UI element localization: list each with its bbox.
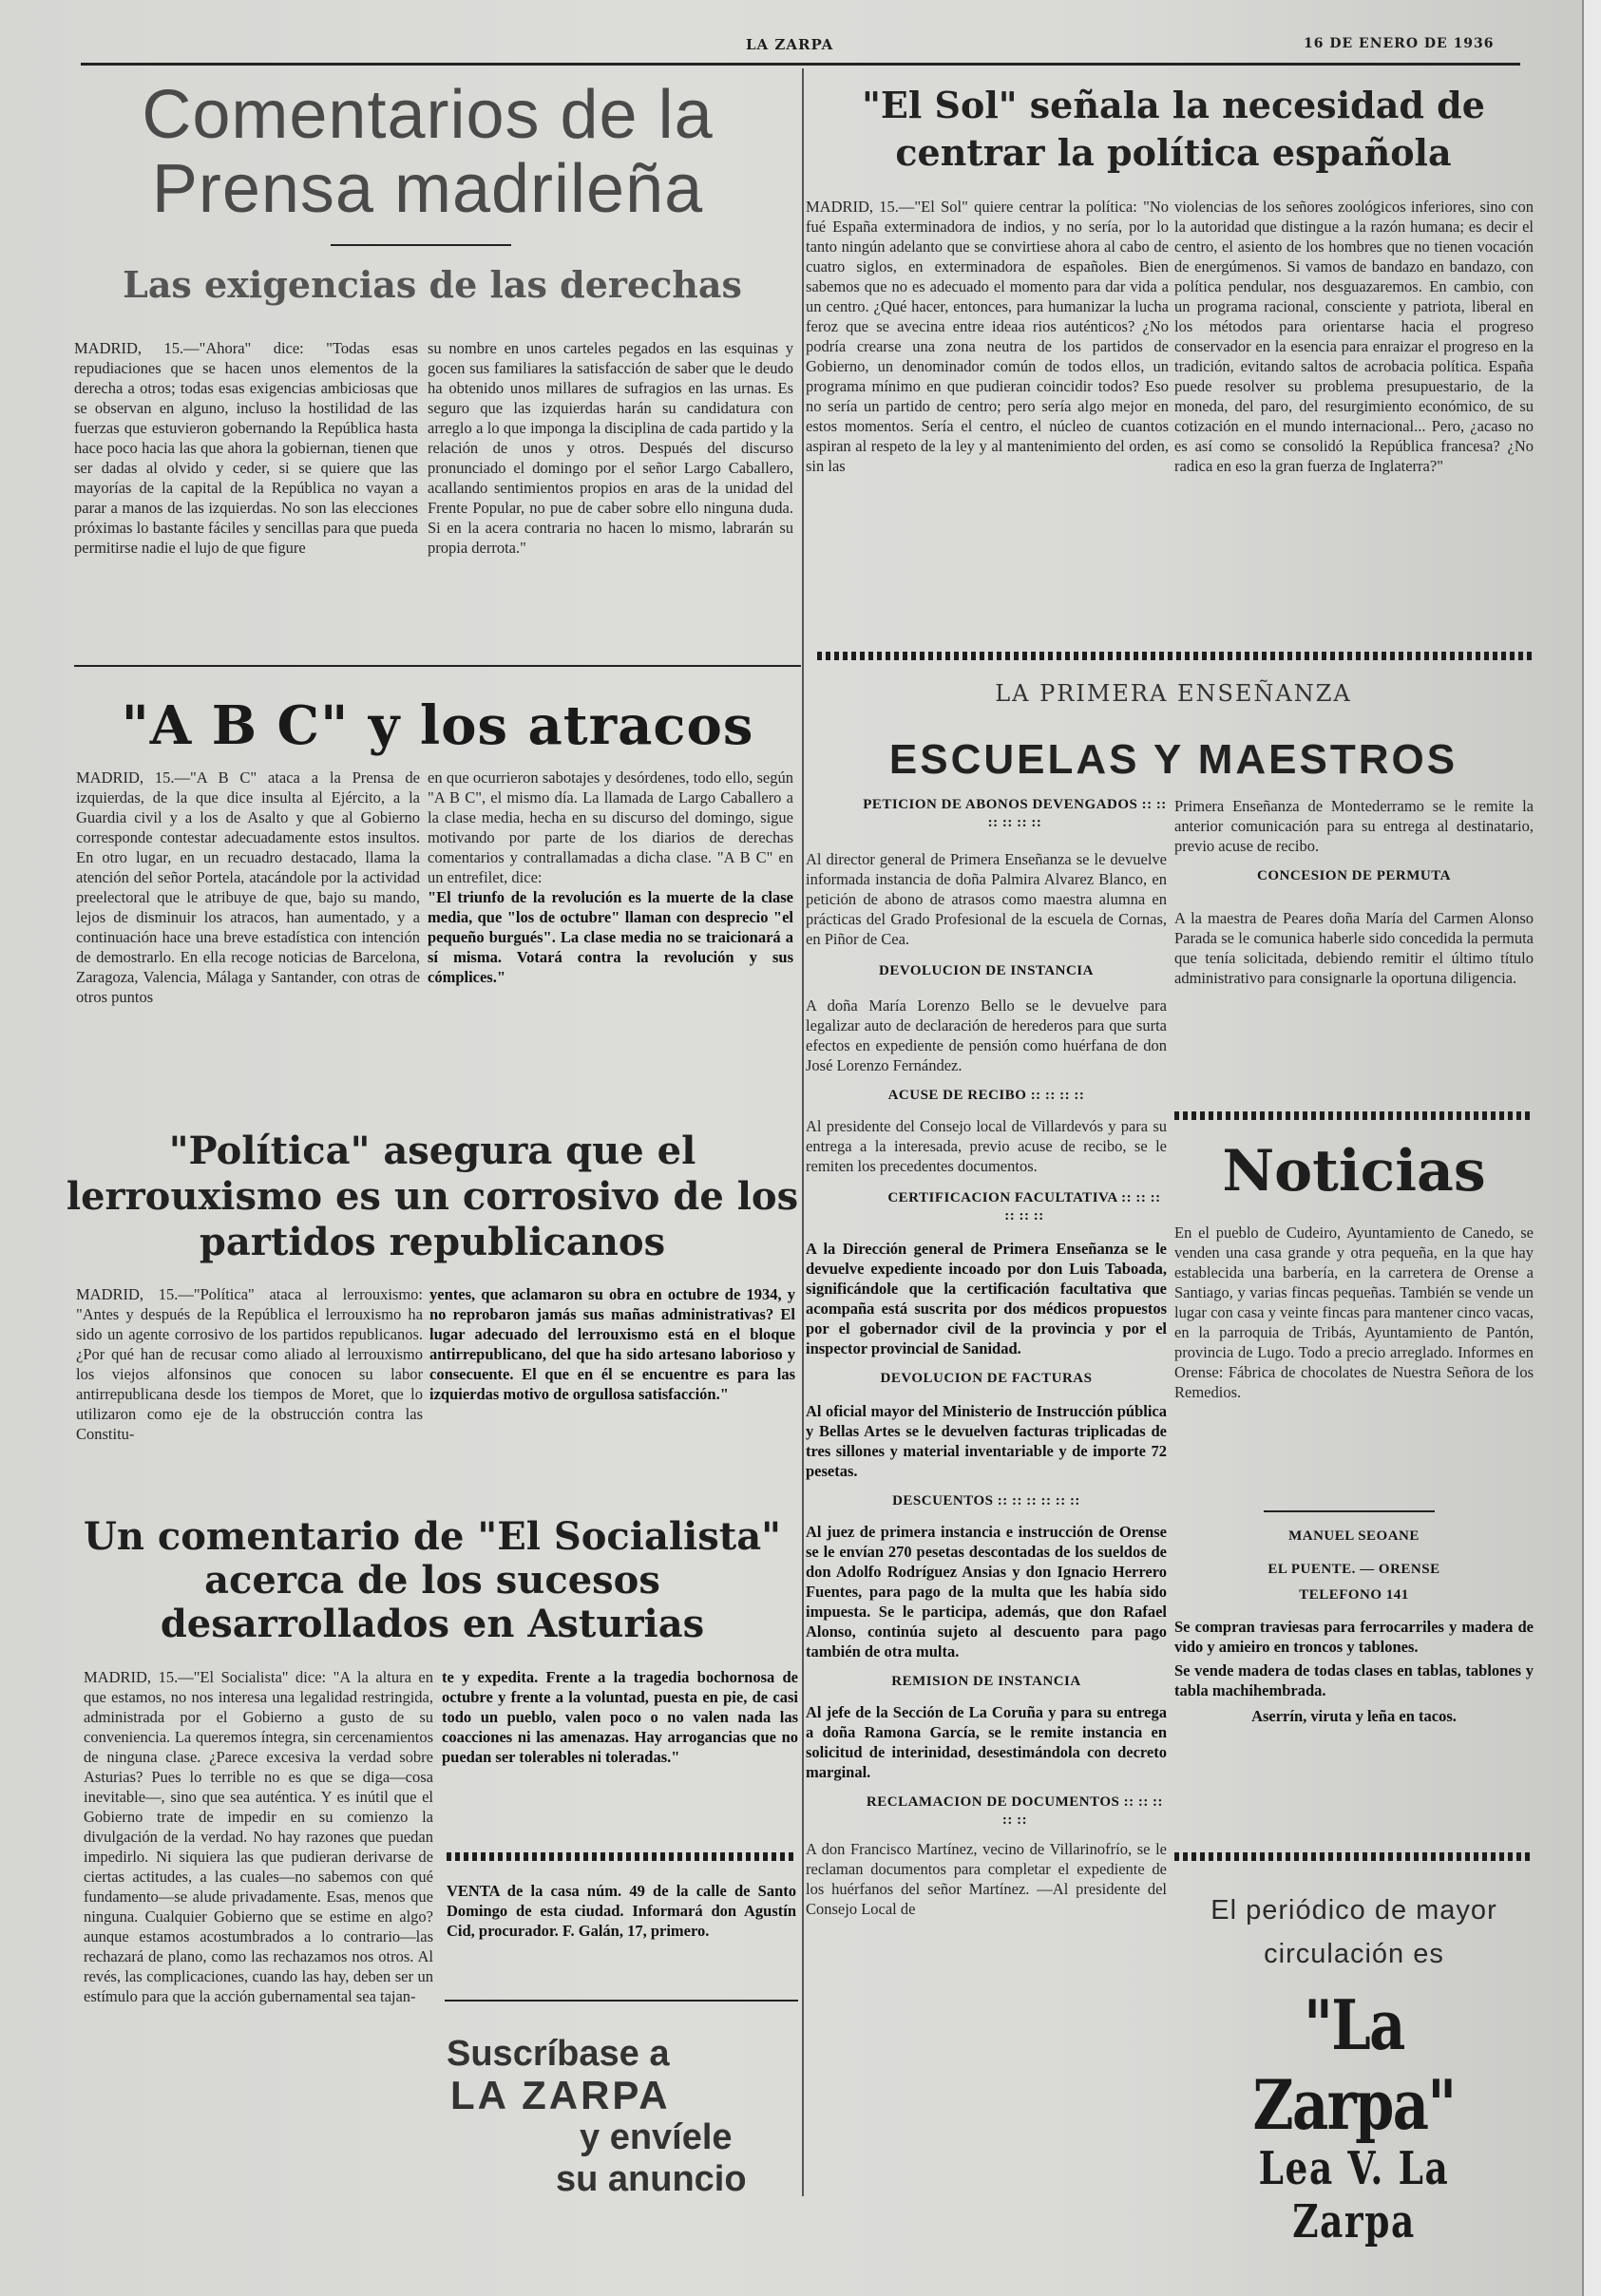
seoane-phone: TELEFONO 141 <box>1299 1587 1409 1603</box>
suscribase-line-4: su anuncio <box>556 2159 747 2199</box>
dotted-rule <box>1174 1111 1534 1120</box>
promo-block <box>1174 1888 1534 1976</box>
el-sol-column-2: violencias de los señores zoológicos inferiores, sino con la autoridad que distingue a la razón humana; es decir el centro, el asiento de los hombres que no tienen vocación de energúmenos. Si vamos de bandazo en bandazo, con política pendular, nos desguazaremos. En cambio, con un programa racional, consciente y patriota, liberal en los métodos para orientarse hacia el progreso conservador en la esencia para enraizar el progreso en la tradición, evitando saltos de acrobacia política. España puede resolver su problema presupuestario, de la moneda, del paro, del resurgimiento económico, de su cotización en el mundo internacional... Pero, ¿acaso no es así como se consolidó la República francesa? ¿No radica en eso la gran fuerza de Inglaterra?" <box>1174 198 1534 475</box>
abc-column-2-text: en que ocurrieron sabotajes y desórdenes, todo ello, según "A B C", el mismo día. La llamada de Largo Caballero a la clase media, hecha en su discurso del domingo, sigue motivando por parte de los diarios de derechas comentarios y contrallamadas a dicha clase. "A B C" en un entrefilet, dice: <box>428 768 793 886</box>
section-heading: RECLAMACION DE DOCUMENTOS :: :: :: :: :: <box>866 1794 1164 1828</box>
section-heading: REMISION DE INSTANCIA <box>891 1674 1081 1689</box>
section-text: A don Francisco Martínez, vecino de Villarinofrío, se le reclaman documentos para completar el expediente de los huérfanos del señor Martínez. —Al presidente del Consejo Local de <box>806 1840 1167 1918</box>
abc-column-2-quote: "El triunfo de la revolución es la muerte de la clase media, que "los de octubre" llaman con desprecio "el pequeño burgués". La clase media no se traicionará a sí misma. Votará contra la revolución y sus cómplices." <box>428 888 793 986</box>
header-date: 16 DE ENERO DE 1936 <box>1304 36 1495 51</box>
ensenanza-title: ESCUELAS Y MAESTROS <box>888 736 1458 783</box>
section-rule <box>445 2000 798 2002</box>
politica-column-2: yentes, que aclamaron su obra en octubre de 1934, y no reprobaron jamás sus mañas administrativas? El lugar adecuado del lerrouxismo está en el bloque antirrepublicano, del que ha sido artesano laborioso y consecuente. El que en él se encuentre es para las izquierdas motivo de orgullosa satisfacción." <box>429 1285 795 1403</box>
section-text: Al jefe de la Sección de La Coruña y para su entrega a doña Ramona García, se le remite instancia en solicitud de interinidad, desestimándola con decreto marginal. <box>806 1703 1167 1781</box>
suscribase-line-2: LA ZARPA <box>450 2073 671 2117</box>
section-heading: PETICION DE ABONOS DEVENGADOS :: :: :: :: :: :: <box>863 797 1167 830</box>
seoane-address: EL PUENTE. — ORENSE <box>1267 1562 1440 1577</box>
socialista-column-1: MADRID, 15.—"El Socialista" dice: "A la altura en que estamos, no nos interesa una legalidad restringida, administrada por el Gobierno a gusto de su conveniencia. La queremos íntegra, sin cercenamientos de ninguna clase. ¿Parece excesiva la verdad sobre Asturias? Pues lo terrible no es que se diga—cosa inevitable—, sino que sea auténtica. Y es inútil que el Gobierno trate de impedir en su comienzo la divulgación de la verdad. No hay razones que puedan impedirlo. Ni siquiera las que pudieran derivarse de ciertas actitudes, a las cuales—no sabemos con qué fundamento—se alude privadamente. Esas, menos que ninguna. Cualquier Gobierno que se estime en algo?aunque estamos acostumbrados a lo contrario—las rechazará de plano, como las rechazamos nos otros. Al revés, las complicaciones, cuando las hay, deben ser un estímulo para que la acción gubernamental sea tajan- <box>84 1668 433 2005</box>
comentarios-column-1: MADRID, 15.—"Ahora" dice: "Todas esas repudiaciones que se hacen unos elementos de la derecha a otros; todas esas exigencias ambiciosas que se observan en alguno, incluso la hostilidad de las fuerzas que estuvieron gobernando la República hasta hace poco hacia las que ahora la gobiernan, tienen que ser dadas al olvido y ceder, si se quiere que las mayorías de la capital de la República no vayan a parar a manos de las izquierdas. No son las elecciones próximas lo bastante fáciles y sencillas para que pueda permitirse nadie el lujo de que figure <box>74 339 418 557</box>
abc-title: "A B C" y los atracos <box>121 694 754 757</box>
section-heading: DEVOLUCION DE INSTANCIA <box>879 963 1094 978</box>
el-sol-column-1: MADRID, 15.—"El Sol" quiere centrar la política: "No fué España exterminadora de indios, y no sería, por lo tanto ningún adelanto que se convirtiese ahora al cabo de cuatro siglos, en exterminadora de españoles. Bien sabemos que no es adecuado el momento para dar vida a un centro. ¿Qué hacer, entonces, para humanizar la lucha feroz que se avecina entre ideaa rios auténticos? ¿No podría crearse una zona neutra de los partidos de Gobierno, un denominador común de todos ellos, un programa mínimo en que pudieran coincidir todos? Eso no sería un partido de centro; pero sería algo mejor en estos momentos. Sería el centro, el núcleo de cuantos aspiran al respeto de la ley y al mantenimiento del orden, sin las <box>806 198 1169 475</box>
section-heading: DESCUENTOS :: :: :: :: :: :: <box>892 1493 1080 1509</box>
section-text: Primera Enseñanza de Montederramo se le remite la anterior comunicación para su entrega al destinatario, previo acuse de recibo. <box>1174 797 1534 855</box>
section-text: Al oficial mayor del Ministerio de Instrucción pública y Bellas Artes se le devuelven facturas triplicadas de tres sillones y material inventariable y de importe 72 pesetas. <box>806 1402 1167 1480</box>
section-text: A doña María Lorenzo Bello se le devuelve para legalizar auto de declaración de herederos para que surta efectos en expediente de pensión como huérfana de don José Lorenzo Fernández. <box>806 996 1167 1074</box>
section-heading: DEVOLUCION DE FACTURAS <box>880 1371 1093 1386</box>
title-underline <box>331 244 511 246</box>
socialista-column-2: te y expedita. Frente a la tragedia bochornosa de octubre y frente a la voluntad, puesta en pie, de casi todo un pueblo, valen poco o no valen nada las coacciones ni las amenazas. Hay arrogancias que no puedan ser tolerables ni toleradas." <box>442 1668 798 1766</box>
comentarios-column-2: su nombre en unos carteles pegados en las esquinas y gocen sus familiares la satisfacción de saber que le deudo ha obtenido unos millares de sufragios en las urnas. Es seguro que las izquierdas harán su candidatura con arreglo a lo que imponga la disciplina de cada partido y la relación de unos y otros. Después del discurso pronunciado el domingo por el señor Largo Caballero, acallando sentimientos propios en aras de la unidad del Frente Popular, no pue de caber sobre ello ninguna duda. Si en la acera contraria no hacen lo mismo, labrarán su propia derrota." <box>428 339 793 557</box>
seoane-text-2: Se vende madera de todas clases en tablas, tablones y tabla machihembrada. <box>1174 1661 1534 1699</box>
abc-column-1: MADRID, 15.—"A B C" ataca a la Prensa de izquierdas, de la que dice insulta al Ejército, a la Guardia civil y a los de Asalto y que al Gobierno corresponde contestar adecuadamente estos insultos. En otro lugar, en un recuadro destacado, llama la atención del señor Portela, atacándole por la actividad preelectoral que le atribuye de que, bajo su mando, lejos de disminuir los atracos, han aumentado, y a continuación hace una breve estadística con intención de demostrarlo. En ella recoge noticias de Barcelona, Zaragoza, Valencia, Málaga y Santander, con otras de otros puntos <box>76 768 420 1006</box>
header-rule <box>81 63 1520 66</box>
socialista-title: Un comentario de "El Socialista" acerca de los sucesos desarrollados en Asturias <box>83 1514 782 1646</box>
ensenanza-column-2 <box>1174 796 1534 988</box>
dotted-rule <box>447 1852 796 1861</box>
promo-cta: Lea V. La Zarpa <box>1258 2142 1450 2249</box>
promo-brand: "La Zarpa" <box>1252 1984 1456 2145</box>
section-text: A la maestra de Peares doña María del Carmen Alonso Parada se le comunica haberle sido concedida la permuta que tenía solicitada, debiendo remitir el último título administrativo para consignarle la oportuna diligencia. <box>1174 909 1534 987</box>
dotted-rule <box>1174 1852 1534 1861</box>
noticias-title: Noticias <box>1222 1138 1486 1205</box>
promo-line-2: circulación es <box>1264 1939 1444 1969</box>
suscribase-ad <box>447 2033 798 2200</box>
seoane-text-3: Aserrín, viruta y leña en tacos. <box>1251 1707 1457 1725</box>
section-heading: ACUSE DE RECIBO :: :: :: :: <box>887 1088 1085 1103</box>
ensenanza-column-1 <box>806 796 1167 1919</box>
venta-notice: VENTA de la casa núm. 49 de la calle de Santo Domingo de esta ciudad. Informará don Agustín Cid, procurador. F. Galán, 17, primero. <box>447 1882 796 1940</box>
section-text: Al presidente del Consejo local de Villardevós y para su entrega a la interesada, previo acuse de recibo, se le remiten los precedentes documentos. <box>806 1117 1167 1175</box>
promo-line-1: El periódico de mayor <box>1210 1895 1497 1926</box>
section-text: Al juez de primera instancia e instrucción de Orense se le envían 270 pesetas descontadas de los sueldos de don Adolfo Rodríguez Ansias y don Ignacio Herrero Fuentes, para pago de la multa que les había sido impuesta. Se le participa, además, que don Rafael Alonso, continúa sujeto al descuento para pago también de otra multa. <box>806 1523 1167 1660</box>
seoane-name: MANUEL SEOANE <box>1288 1528 1420 1544</box>
section-heading: CERTIFICACION FACULTATIVA :: :: :: :: :: :: <box>887 1190 1161 1224</box>
section-text: A la Dirección general de Primera Enseñanza se le devuelve expediente incoado por don Luis Taboada, significándole que la certificación facultativa que acompaña está suscrita por dos médicos propuestos por el gobernador civil de la provincia y por el inspector provincial de Sanidad. <box>806 1240 1167 1357</box>
noticias-text: En el pueblo de Cudeiro, Ayuntamiento de Canedo, se venden una casa grande y otra pequeña, en la que hay establecida una barbería, en la carretera de Orense a Santiago, y varias fincas pequeñas. También se vende un lugar con casa y veinte fincas para mantener cinco vacas, en la parroquia de Tribás, Ayuntamiento de Pantón, provincia de Lugo. Todo a precio arreglado. Informes en Orense: Fábrica de chocolates de Nuestra Señora de los Remedios. <box>1174 1224 1534 1401</box>
el-sol-title: "El Sol" señala la necesidad de centrar la política española <box>862 84 1485 174</box>
header-paper-name: LA ZARPA <box>746 36 834 53</box>
ensenanza-kicker: LA PRIMERA ENSEÑANZA <box>995 680 1352 707</box>
politica-title: "Política" asegura que el lerrouxismo es un corrosivo de los partidos republicanos <box>66 1129 799 1264</box>
suscribase-line-1: Suscríbase a <box>447 2034 670 2074</box>
seoane-ad <box>1174 1617 1534 1726</box>
suscribase-line-3: y envíele <box>580 2117 733 2157</box>
section-text: Al director general de Primera Enseñanza se le devuelve informada instancia de doña Palmira Alvarez Blanco, en petición de abono de atrasos como maestra alumna en prácticas del Grado Profesional de la escuela de Cornas, en Piñor de Cea. <box>806 850 1167 948</box>
comentarios-title: Comentarios de la Prensa madrileña <box>142 77 714 227</box>
dotted-rule <box>817 652 1534 660</box>
section-heading: CONCESION DE PERMUTA <box>1257 868 1451 883</box>
politica-column-1: MADRID, 15.—"Política" ataca al lerrouxismo: "Antes y después de la República el lerrouxismo ha sido un agente corrosivo de los partidos republicanos. ¿Por qué han de recusar como aliado al lerrouxismo los viejos alfonsinos que conocen su labor antirrepublicana desde los tiempos de Moret, que lo utilizaron como eje de la obstrucción contra las Constitu- <box>76 1285 423 1443</box>
abc-column-2 <box>428 768 793 987</box>
comentarios-subtitle: Las exigencias de las derechas <box>123 263 742 306</box>
page-edge <box>1582 0 1601 2296</box>
seoane-text-1: Se compran traviesas para ferrocarriles y madera de vido y amieiro en troncos y tablones. <box>1174 1618 1534 1656</box>
section-rule <box>1264 1510 1435 1512</box>
section-rule <box>74 665 801 667</box>
